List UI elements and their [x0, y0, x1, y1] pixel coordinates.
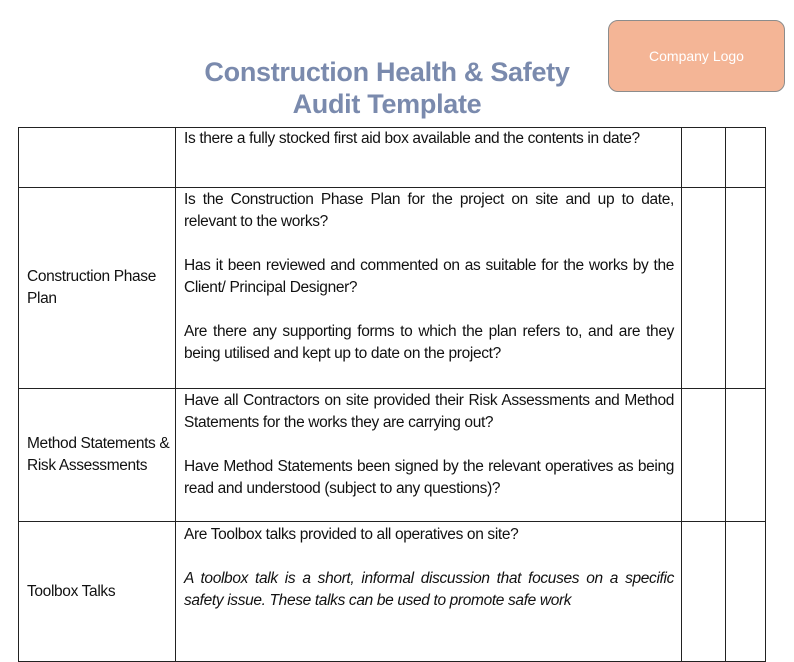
question-text: Are there any supporting forms to which the plan refers to, and are they being utilised and kept up to date on the project? [184, 323, 674, 362]
check-cell-2[interactable] [726, 389, 766, 522]
question-text: Is there a fully stocked first aid box available and the contents in date? [184, 130, 640, 147]
question-cell [176, 389, 682, 522]
table-row [19, 522, 766, 662]
check-cell-1[interactable] [682, 128, 726, 188]
table-row [19, 128, 766, 188]
check-cell-2[interactable] [726, 188, 766, 389]
check-cell-1[interactable] [682, 389, 726, 522]
company-logo-text: Company Logo [649, 48, 744, 64]
question-text: Has it been reviewed and commented on as suitable for the works by the Client/ Principal Designer? [184, 257, 674, 296]
check-cell-2[interactable] [726, 128, 766, 188]
category-cell: Toolbox Talks [19, 522, 176, 662]
question-text: Are Toolbox talks provided to all operatives on site? [184, 526, 519, 543]
check-cell-1[interactable] [682, 188, 726, 389]
title-line-2: Audit Template [292, 89, 482, 119]
question-cell [176, 522, 682, 662]
table-row [19, 389, 766, 522]
question-text: Is the Construction Phase Plan for the project on site and up to date, relevant to the works? [184, 191, 674, 230]
question-cell [176, 128, 682, 188]
category-cell: Method Statements & Risk Assessments [19, 389, 176, 522]
check-cell-1[interactable] [682, 522, 726, 662]
question-text: Have Method Statements been signed by the relevant operatives as being read and understood (subject to any questions)? [184, 458, 674, 497]
title-line-1: Construction Health & Safety [204, 57, 570, 87]
question-text: Have all Contractors on site provided their Risk Assessments and Method Statements for the works they are carrying out? [184, 392, 674, 431]
audit-table [18, 127, 766, 662]
table-row [19, 188, 766, 389]
question-note: A toolbox talk is a short, informal discussion that focuses on a specific safety issue. These talks can be used to promote safe work [184, 570, 674, 609]
question-cell [176, 188, 682, 389]
check-cell-2[interactable] [726, 522, 766, 662]
company-logo-placeholder [608, 20, 785, 92]
category-cell [19, 128, 176, 188]
page-title [160, 56, 614, 120]
category-cell: Construction Phase Plan [19, 188, 176, 389]
